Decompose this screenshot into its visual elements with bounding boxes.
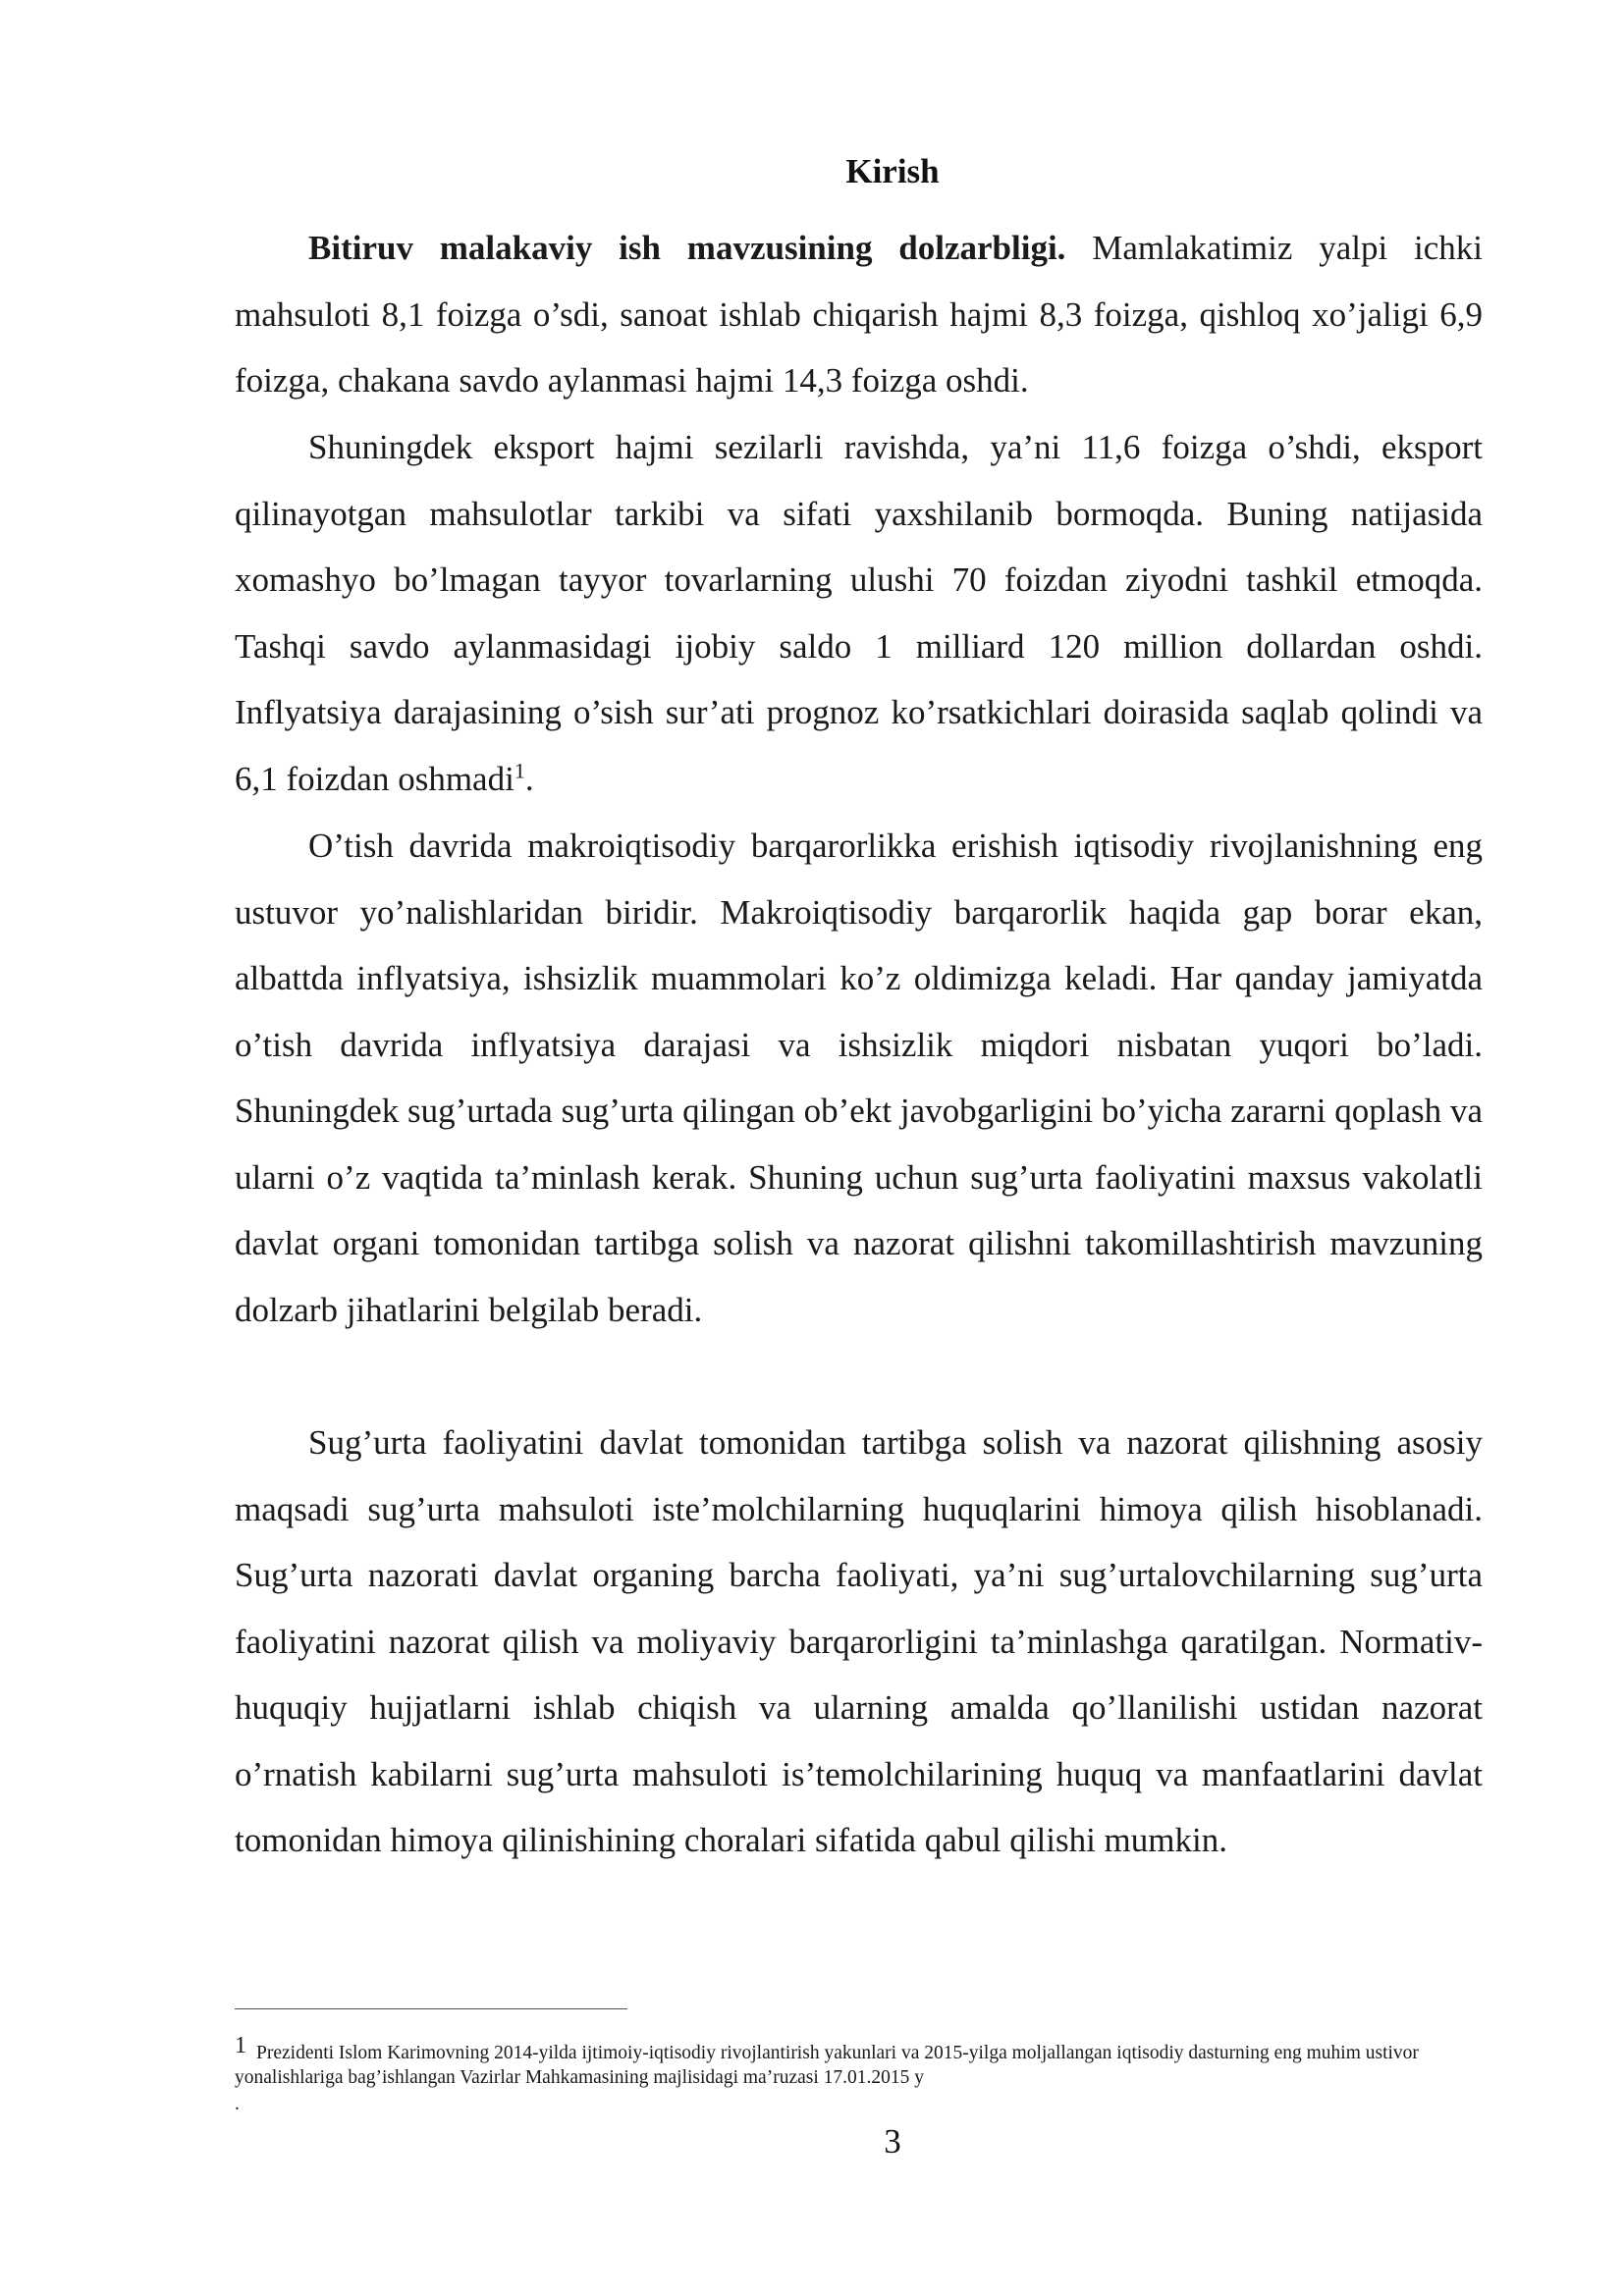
paragraph-relevance [235,215,1483,414]
footnote-trailing: . [235,2094,240,2114]
footnote-reference[interactable]: 1 [514,757,525,782]
paragraph-text: O’tish davrida makroiqtisodiy barqarorlikka erishish iqtisodiy rivojlanishning eng ustuvor yo’nalishlaridan biridir. Makroiqtisodiy barqarorlik haqida gap borar ekan, albattda inflyatsiya, ishsizlik muammolari ko’z oldimizga keladi. Har qanday jamiyatda o’tish davrida inflyatsiya darajasi va ishsizlik miqdori nisbatan yuqori bo’ladi. Shuningdek sug’urtada sug’urta qilingan ob’ekt javobgarligini bo’yicha zararni qoplash va ularni o’z vaqtida ta’minlash kerak. Shuning uchun sug’urta faoliyatini maxsus vakolatli davlat organi tomonidan tartibga solish va nazorat qilishni takomillashtirish mavzuning dolzarb jihatlarini belgilab beradi. [235,827,1483,1329]
paragraph-text: Shuningdek eksport hajmi sezilarli ravishda, ya’ni 11,6 foizga o’shdi, eksport qilinayotgan mahsulotlar tarkibi va sifati yaxshilanib bormoqda. Buning natijasida xomashyo bo’lmagan tayyor tovarlarning ulushi 70 foizdan ziyodni tashkil etmoqda. Tashqi savdo aylanmasidagi ijobiy saldo 1 milliard 120 million dollardan oshdi. Inflyatsiya darajasining o’sish sur’ati prognoz ko’rsatkichlari doirasida saqlab qolindi va 6,1 foizdan oshmadi [235,428,1483,798]
footnote-mark: 1 [235,2033,246,2058]
footnote-text: Prezidenti Islom Karimovning 2014-yilda ijtimoiy-iqtisodiy rivojlantirish yakunlari va 2015-yilga moljallangan iqtisodiy dasturning eng muhim ustivor yonalishlariga bag’ishlangan Vazirlar Mahkamasining majlisidagi ma’ruzasi 17.01.2015 y [235,2043,1419,2088]
page-number: 3 [884,2122,901,2161]
footnote [235,2034,1491,2116]
paragraph-export [235,414,1483,812]
paragraph-lead: Bitiruv malakaviy ish mavzusining dolzarbligi. [308,229,1066,267]
footnote-separator [235,2008,627,2009]
paragraph-tail: . [524,759,534,798]
page-title: Kirish [845,152,940,190]
paragraph-insurance-supervision [235,1410,1483,1874]
paragraph-transition [235,813,1483,1343]
paragraph-text: Mamlakatimiz yalpi ichki mahsuloti 8,1 foizga o’sdi, sanoat ishlab chiqarish hajmi 8,3 foizga, qishloq xo’jaligi 6,9 foizga, chakana savdo aylanmasi hajmi 14,3 foizga oshdi. [235,229,1483,400]
paragraph-text: Sug’urta faoliyatini davlat tomonidan tartibga solish va nazorat qilishning asosiy maqsadi sug’urta mahsuloti iste’molchilarning huquqlarini himoya qilish hisoblanadi. Sug’urta nazorati davlat organing barcha faoliyati, ya’ni sug’urtalovchilarning sug’urta faoliyatini nazorat qilish va moliyaviy barqarorligini ta’minlashga qaratilgan. Normativ- huquqiy hujjatlarni ishlab chiqish va ularning amalda qo’llanilishi ustidan nazorat o’rnatish kabilarni sug’urta mahsuloti is’temolchilarining huquq va manfaatlarini davlat tomonidan himoya qilinishining choralari sifatida qabul qilishi mumkin. [235,1423,1483,1859]
